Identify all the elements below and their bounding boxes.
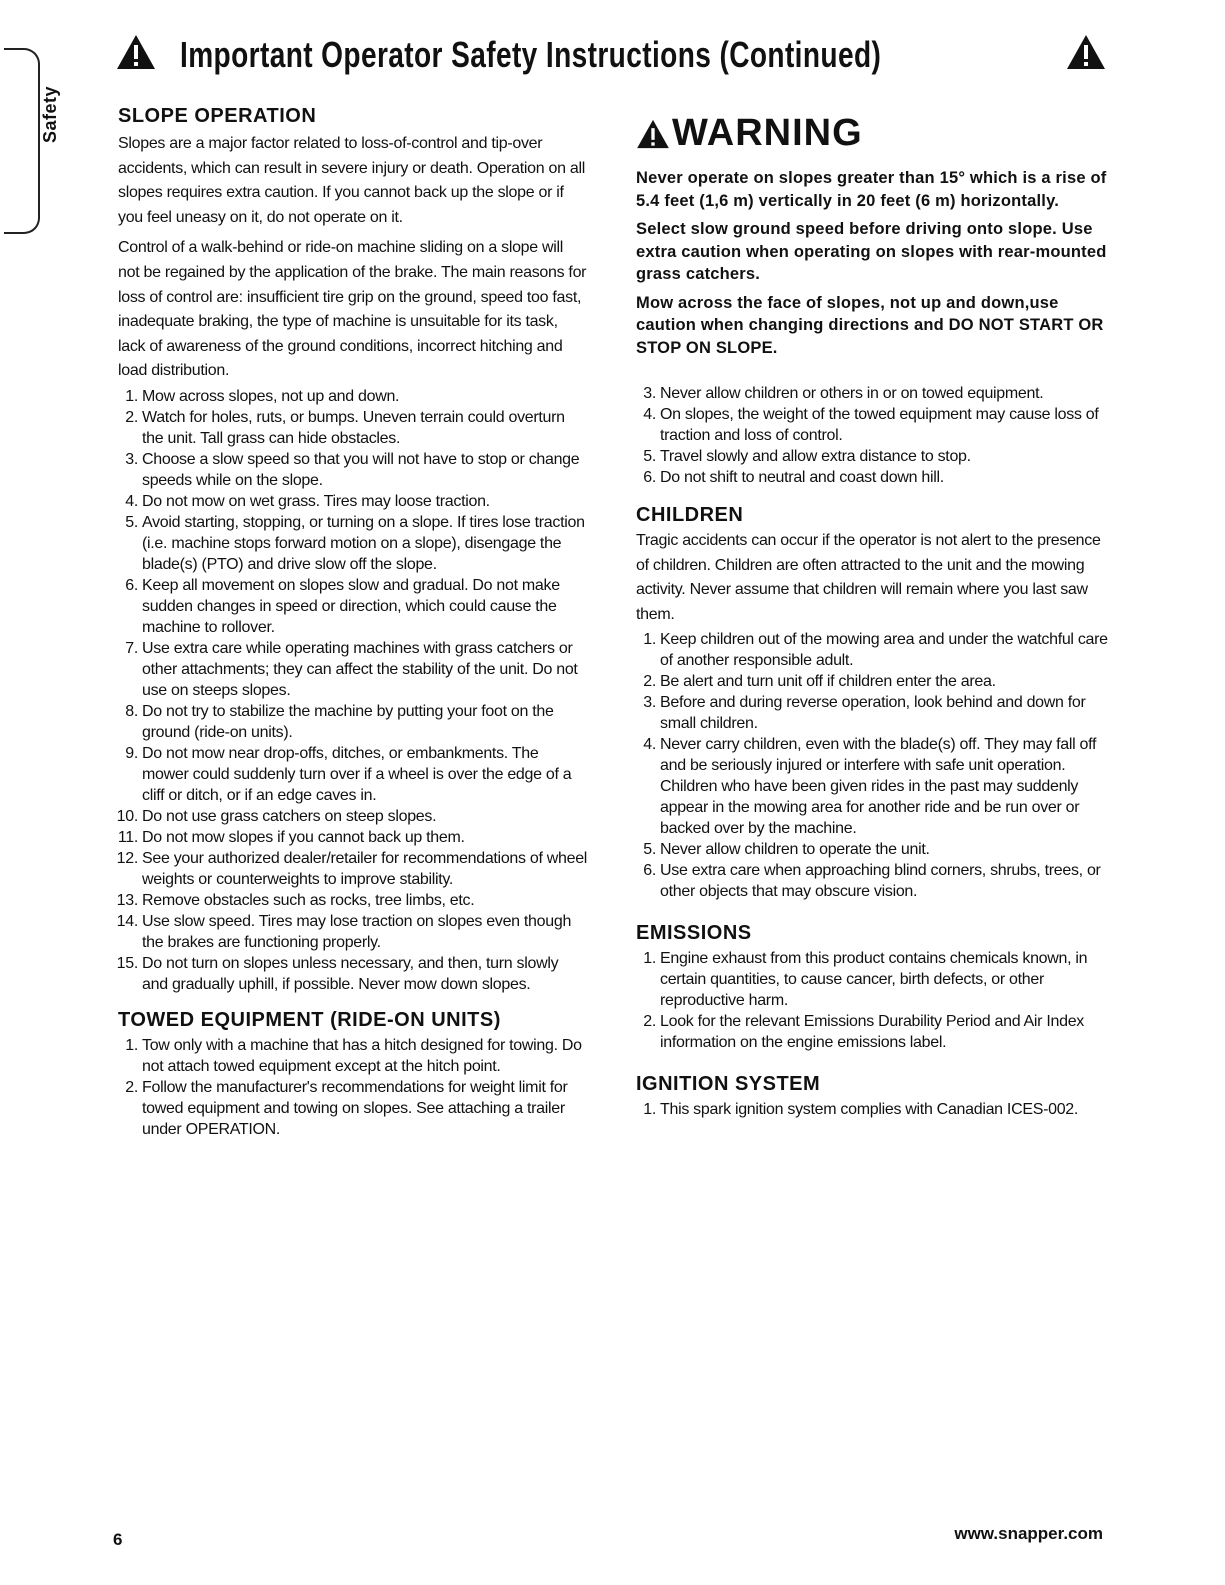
list-item: 3. Before and during reverse operation, look behind and down for small children.	[643, 694, 1086, 733]
list-item: 5. Never allow children to operate the unit.	[643, 841, 930, 859]
warning-heading	[636, 112, 1110, 155]
list-item: 7. Use extra care while operating machines with grass catchers or other attachments; they can affect the stability of the unit. Do not use on steeps slopes.	[125, 639, 578, 699]
warning-triangle-icon	[636, 119, 670, 149]
warning-text: Mow across the face of slopes, not up and down,use caution when changing directions and DO NOT START OR STOP ON SLOPE.	[636, 293, 1104, 357]
list-item: 11. Do not mow slopes if you cannot back up them.	[117, 828, 465, 846]
list-item: 4. Never carry children, even with the blade(s) off. They may fall off and be seriously injured or interfere with safe unit operation. Children who have been given rides in the past may suddenly appear in the mowing area for another ride and be run over or backed over by the machine.	[643, 736, 1097, 838]
website-url: www.snapper.com	[954, 1524, 1103, 1543]
paragraph: Slopes are a major factor related to loss-of-control and tip-over accidents, which can result in severe injury or death. Operation on all slopes requires extra caution. If you cannot back up the slope or if you feel uneasy on it, do not operate on it.	[118, 135, 585, 226]
list-item: 1. Tow only with a machine that has a hitch designed for towing. Do not attach towed equipment except at the hitch point.	[125, 1036, 582, 1075]
section-heading: SLOPE OPERATION	[118, 105, 317, 127]
left-column	[118, 105, 588, 1140]
list-item: 2. Follow the manufacturer's recommendations for weight limit for towed equipment and towing on slopes. See attaching a trailer under OPERATION.	[125, 1078, 568, 1138]
warning-label: WARNING	[672, 112, 863, 154]
list-item: 10. Do not use grass catchers on steep slopes.	[116, 807, 437, 825]
towed-list	[118, 1035, 588, 1140]
list-item: 6. Use extra care when approaching blind corners, shrubs, trees, or other objects that may obscure vision.	[643, 862, 1101, 901]
list-item: 2. Watch for holes, ruts, or bumps. Uneven terrain could overturn the unit. Tall grass can hide obstacles.	[125, 408, 565, 447]
list-item: 1. This spark ignition system complies with Canadian ICES-002.	[643, 1101, 1079, 1119]
list-item: 12. See your authorized dealer/retailer for recommendations of wheel weights or counterweights to improve stability.	[116, 849, 588, 888]
list-item: 6. Keep all movement on slopes slow and gradual. Do not make sudden changes in speed or direction, which could cause the machine to rollover.	[125, 576, 560, 636]
section-heading: IGNITION SYSTEM	[636, 1073, 821, 1096]
section-heading: EMISSIONS	[636, 922, 752, 945]
list-item: 2. Look for the relevant Emissions Durability Period and Air Index information on the engine emissions label.	[643, 1013, 1084, 1052]
list-item: 3. Never allow children or others in or on towed equipment.	[643, 385, 1044, 402]
emissions-list	[636, 948, 1110, 1053]
list-item: 15. Do not turn on slopes unless necessary, and then, turn slowly and gradually uphill, if possible. Never mow down slopes.	[116, 954, 559, 993]
page-number: 6	[113, 1530, 123, 1549]
list-item: 2. Be alert and turn unit off if children enter the area.	[643, 673, 996, 691]
ignition-list	[636, 1099, 1110, 1120]
list-item: 4. Do not mow on wet grass. Tires may loose traction.	[125, 492, 490, 510]
warning-text: Select slow ground speed before driving onto slope. Use extra caution when operating on slopes with rear-mounted grass catchers.	[636, 220, 1107, 283]
list-item: 8. Do not try to stabilize the machine by putting your foot on the ground (ride-on units).	[125, 702, 554, 741]
list-item: 5. Travel slowly and allow extra distance to stop.	[643, 448, 971, 465]
warning-triangle-icon	[1066, 34, 1106, 70]
towed-list-continued	[636, 383, 1110, 488]
right-column	[636, 112, 1110, 1120]
list-item: 13. Remove obstacles such as rocks, tree limbs, etc.	[116, 891, 475, 909]
warning-triangle-icon	[116, 34, 156, 70]
slope-list	[118, 386, 588, 995]
side-tab-label: Safety	[40, 85, 60, 143]
paragraph: Control of a walk-behind or ride-on machine sliding on a slope will not be regained by the application of the brake. The main reasons for loss of control are: insufficient tire grip on the ground, speed too fast, inadequate braking, the type of machine is unsuitable for its task, lack of awareness of the ground conditions, incorrect hitching and load distribution.	[118, 239, 587, 380]
page-title: Important Operator Safety Instructions (Continued)	[180, 34, 882, 75]
paragraph: Tragic accidents can occur if the operator is not alert to the presence of children. Children are often attracted to the unit and the mowing activity. Never assume that children will remain where you last saw them.	[636, 532, 1101, 623]
list-item: 1. Keep children out of the mowing area and under the watchful care of another responsible adult.	[643, 631, 1108, 670]
children-list	[636, 629, 1110, 902]
list-item: 1. Engine exhaust from this product contains chemicals known, in certain quantities, to cause cancer, birth defects, or other reproductive harm.	[643, 950, 1088, 1010]
warning-text: Never operate on slopes greater than 15° which is a rise of 5.4 feet (1,6 m) vertically in 20 feet (6 m) horizontally.	[636, 169, 1107, 210]
list-item: 1. Mow across slopes, not up and down.	[125, 387, 400, 405]
side-tab	[4, 48, 40, 234]
list-item: 4. On slopes, the weight of the towed equipment may cause loss of traction and loss of control.	[643, 406, 1099, 444]
section-heading: CHILDREN	[636, 504, 744, 526]
list-item: 5. Avoid starting, stopping, or turning on a slope. If tires lose traction (i.e. machine stops forward motion on a slope), disengage the blade(s) (PTO) and drive slow off the slope.	[125, 513, 585, 573]
list-item: 9. Do not mow near drop-offs, ditches, or embankments. The mower could suddenly turn over if a wheel is over the edge of a cliff or ditch, or if an edge caves in.	[125, 744, 572, 804]
list-item: 3. Choose a slow speed so that you will not have to stop or change speeds while on the slope.	[125, 450, 580, 489]
list-item: 14. Use slow speed. Tires may lose traction on slopes even though the brakes are functioning properly.	[116, 912, 572, 951]
list-item: 6. Do not shift to neutral and coast down hill.	[643, 469, 944, 486]
section-heading: TOWED EQUIPMENT (RIDE-ON UNITS)	[118, 1008, 501, 1031]
